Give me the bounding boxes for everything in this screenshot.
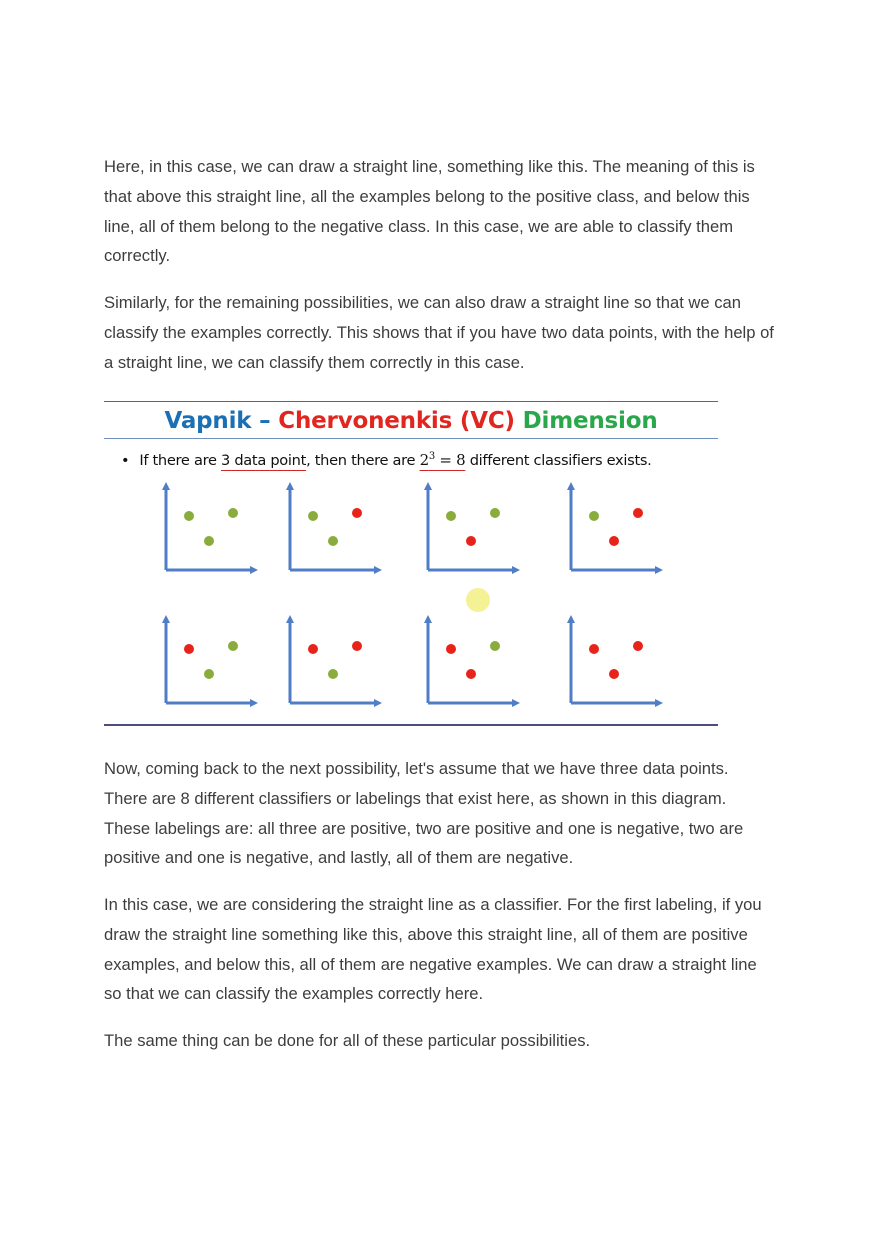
- positive-point: [184, 511, 194, 521]
- bullet-post: different classifiers exists.: [469, 452, 652, 469]
- labeling-plot-6: [290, 619, 378, 703]
- paragraph-2: Similarly, for the remaining possibilities, we can also draw a straight line so that we can classify the examples correctly. This shows that if you have two data points, with the help of a straight line, we can classify them correctly in this case.: [104, 293, 774, 372]
- bullet-dot: •: [121, 452, 130, 469]
- labeling-plot-2: [290, 486, 378, 570]
- paragraph-5: The same thing can be done for all of these particular possibilities.: [104, 1031, 591, 1050]
- positive-point: [446, 511, 456, 521]
- math-base: 2: [419, 451, 429, 469]
- paragraph-4: In this case, we are considering the straight line as a classifier. For the first labeling, if you draw the straight line something like this, above this straight line, all of them are positive examples, and below this, all of them are negative examples. We can draw a straight line so that we can classify the examples correctly here.: [104, 895, 762, 1004]
- labeling-plot-5: [166, 619, 254, 703]
- negative-point: [184, 644, 194, 654]
- positive-point: [204, 669, 214, 679]
- labeling-plots: [104, 398, 718, 728]
- positive-point: [328, 669, 338, 679]
- slide-bottom-rule: [104, 724, 718, 726]
- bullet-underlined: 3 data point: [221, 452, 307, 469]
- positive-point: [589, 511, 599, 521]
- vc-dimension-slide: [104, 398, 718, 728]
- labeling-plot-8: [571, 619, 659, 703]
- title-vapnik: Vapnik –: [164, 408, 271, 434]
- labeling-plot-7: [428, 619, 516, 703]
- negative-point: [446, 644, 456, 654]
- negative-point: [589, 644, 599, 654]
- positive-point: [490, 641, 500, 651]
- negative-point: [466, 669, 476, 679]
- negative-point: [352, 508, 362, 518]
- cursor-highlight: [466, 588, 490, 612]
- negative-point: [609, 669, 619, 679]
- negative-point: [466, 536, 476, 546]
- math-exp: 3: [428, 451, 435, 462]
- negative-point: [633, 641, 643, 651]
- positive-point: [204, 536, 214, 546]
- negative-point: [633, 508, 643, 518]
- labeling-plot-1: [166, 486, 254, 570]
- title-dimension: Dimension: [522, 408, 658, 434]
- paragraph-1: Here, in this case, we can draw a straight line, something like this. The meaning of this is that above this straight line, all the examples belong to the positive class, and below this line, all of them belong to the negative class. In this case, we are able to classify them correctly.: [104, 157, 755, 266]
- paragraph-3: Now, coming back to the next possibility, let's assume that we have three data points. There are 8 different classifiers or labelings that exist here, as shown in this diagram. These labelings are: all three are positive, two are positive and one is negative, two are positive and one is negative, and lastly, all of them are negative.: [104, 759, 744, 868]
- positive-point: [228, 641, 238, 651]
- negative-point: [352, 641, 362, 651]
- positive-point: [228, 508, 238, 518]
- positive-point: [328, 536, 338, 546]
- positive-point: [490, 508, 500, 518]
- labeling-plot-4: [571, 486, 659, 570]
- negative-point: [308, 644, 318, 654]
- bullet-mid: , then there are: [306, 452, 416, 469]
- bullet-pre: If there are: [139, 452, 217, 469]
- negative-point: [609, 536, 619, 546]
- math-rest: = 8: [434, 451, 466, 469]
- labeling-plot-3: [428, 486, 516, 570]
- positive-point: [308, 511, 318, 521]
- title-chervonenkis: Chervonenkis (VC): [278, 408, 515, 434]
